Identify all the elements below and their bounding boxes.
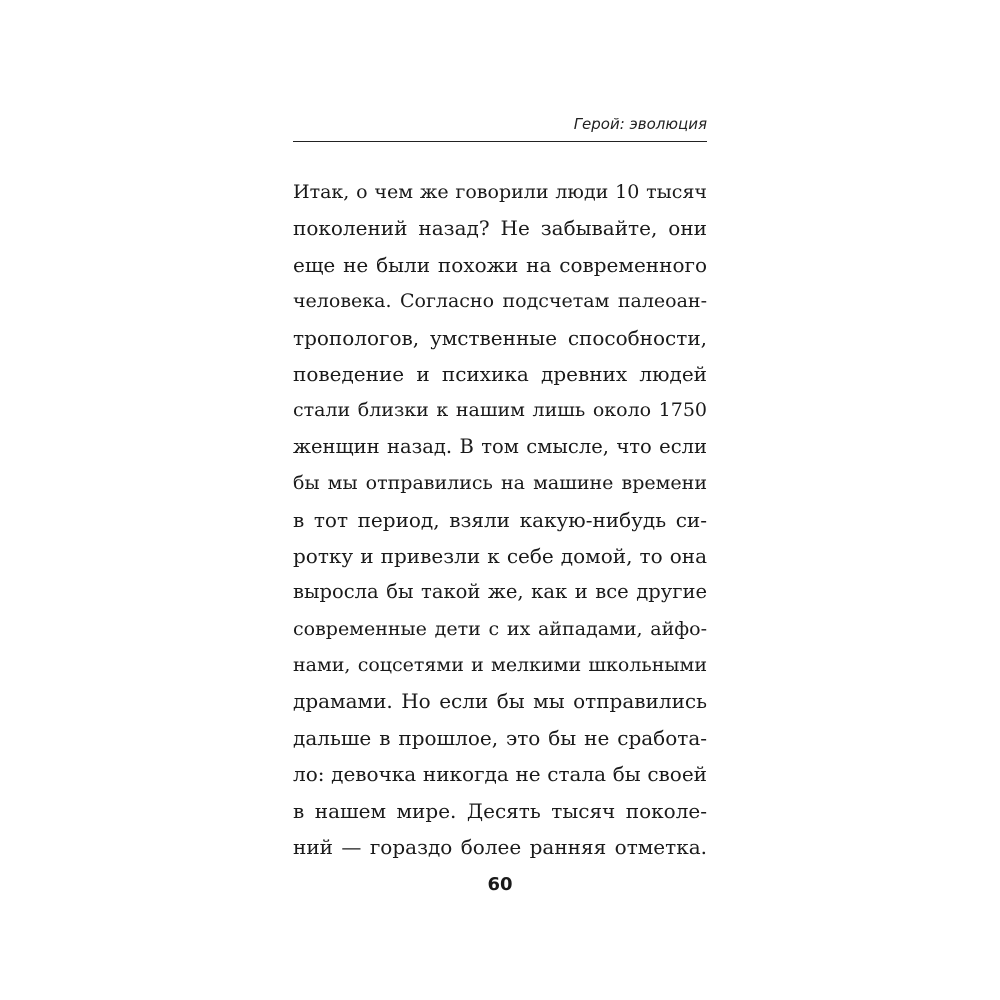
text-line: ний — гораздо более ранняя отметка.: [293, 835, 707, 860]
text-line: еще не были похожи на современного: [293, 252, 707, 277]
text-line: нами, соцсетями и мелкими школьными: [293, 654, 707, 677]
text-line: в нашем мире. Десять тысяч поколе-: [293, 798, 707, 823]
text-line: ло: девочка никогда не стала бы своей: [293, 762, 707, 787]
body-text: [293, 174, 707, 865]
header-rule: [293, 141, 707, 142]
text-line: выросла бы такой же, как и все другие: [293, 580, 707, 604]
text-line: женщин назад. В том смысле, что если: [293, 434, 707, 458]
text-line: драмами. Но если бы мы отправились: [293, 689, 707, 714]
text-line: человека. Согласно подсчетам палеоан-: [293, 290, 707, 313]
text-line: поведение и психика древних людей: [293, 361, 707, 386]
text-line: дальше в прошлое, это бы не сработа-: [293, 725, 707, 750]
text-line: бы мы отправились на машине времени: [293, 472, 707, 495]
text-line: поколений назад? Не забывайте, они: [293, 216, 707, 241]
text-line: тропологов, умственные способности,: [293, 325, 707, 350]
text-line: стали близки к нашим лишь около 1750: [293, 399, 707, 422]
text-line: Итак, о чем же говорили люди 10 тысяч: [293, 181, 707, 203]
running-head: Герой: эволюция: [573, 115, 707, 133]
page-number: 60: [487, 874, 513, 895]
text-line: ротку и привезли к себе домой, то она: [293, 543, 707, 568]
text-line: современные дети с их айпадами, айфо-: [293, 617, 707, 640]
text-line: в тот период, взяли какую-нибудь си-: [293, 507, 707, 532]
